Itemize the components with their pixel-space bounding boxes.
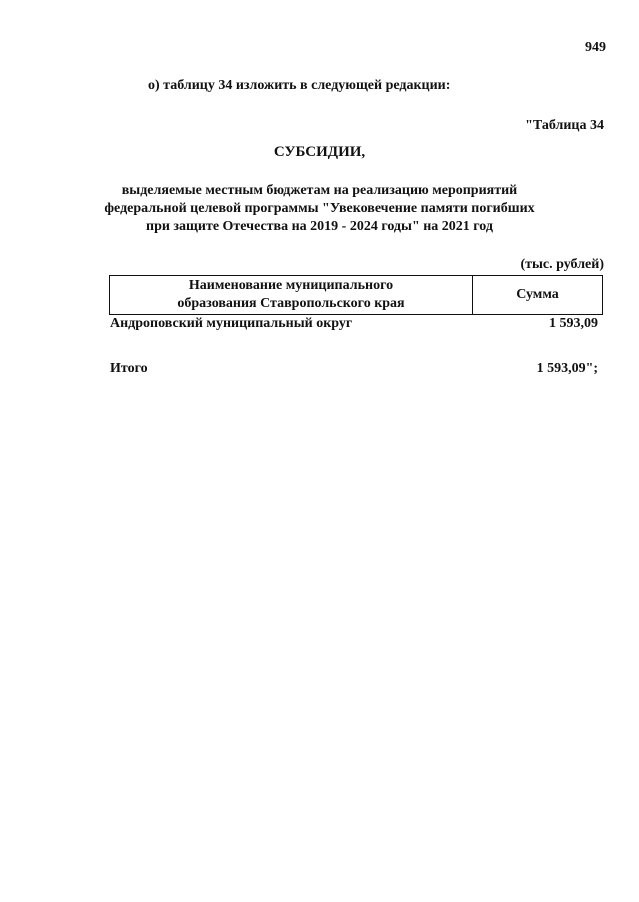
subtitle-line: выделяемые местным бюджетам на реализацию мероприятий (121, 183, 518, 198)
subtitle-line: федеральной целевой программы "Увековечение памяти погибших (104, 201, 535, 216)
header-name-line: образования Ставропольского края (177, 296, 405, 311)
document-subtitle (0, 182, 639, 236)
subtitle-line: при защите Отечества на 2019 - 2024 годы" на 2021 год (146, 219, 493, 234)
total-row (110, 361, 598, 377)
header-name-line: Наименование муниципального (188, 278, 394, 293)
page-number: 949 (585, 40, 606, 55)
units-label: (тыс. рублей) (520, 257, 604, 272)
total-label: Итого (110, 361, 148, 376)
row-name: Андроповский муниципальный округ (110, 316, 353, 331)
document-title: СУБСИДИИ, (273, 144, 366, 160)
row-amount: 1 593,09 (549, 316, 598, 331)
header-sum-cell: Сумма (516, 287, 559, 302)
table-row (110, 316, 598, 332)
table-header (109, 275, 603, 315)
table-label: "Таблица 34 (525, 118, 604, 133)
header-name-cell (110, 276, 473, 314)
total-amount: 1 593,09"; (536, 361, 598, 376)
amendment-intro: о) таблицу 34 изложить в следующей редакции: (148, 78, 451, 93)
